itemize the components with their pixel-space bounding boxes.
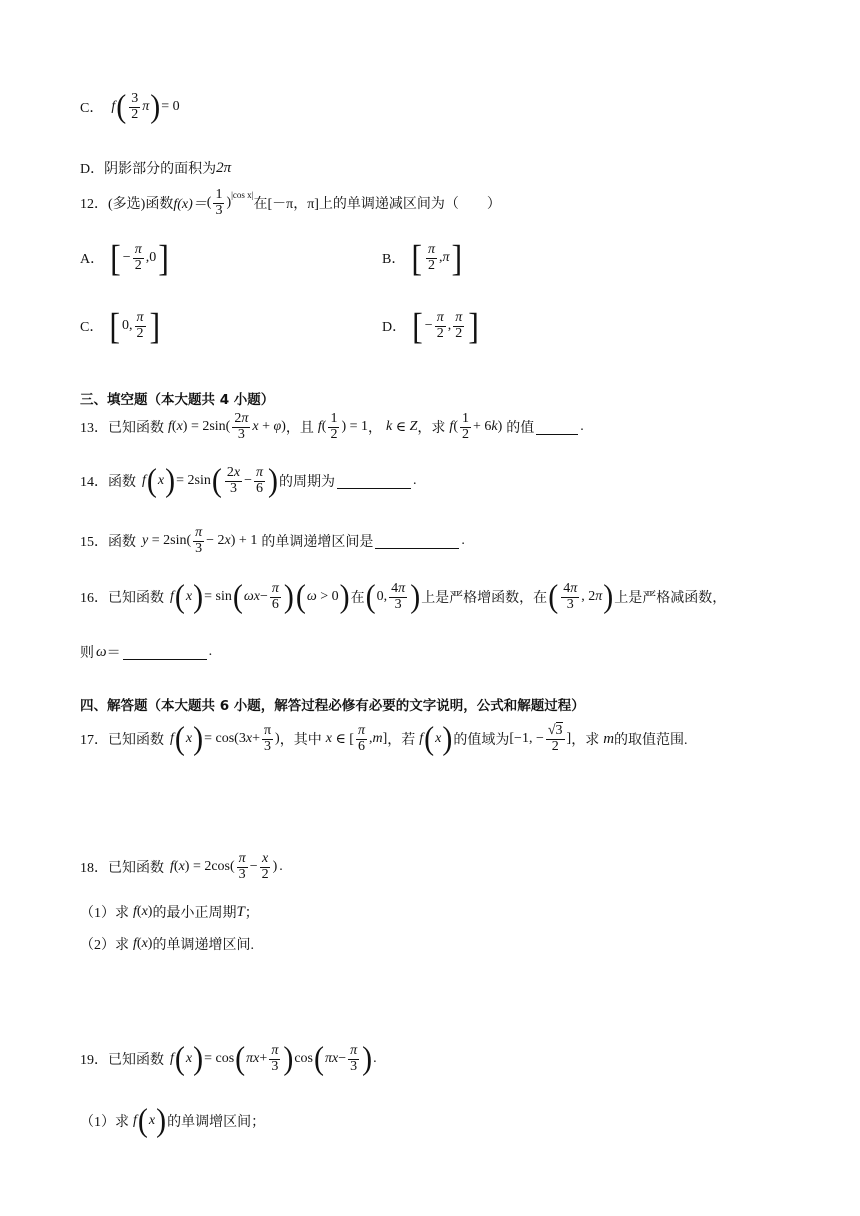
fraction: $\frac{2x}{3}$ — [226, 465, 241, 496]
fraction: $\frac{3}{2}$ — [131, 91, 139, 122]
fraction: $\frac{1}{2}$ — [461, 411, 469, 442]
fraction: $\frac{\pi}{6}$ — [255, 465, 263, 496]
fraction: $\frac{√3}{2}$ — [547, 723, 563, 754]
question-18-part-2: （2）求 f ( x ) 的单调递增区间. — [80, 936, 254, 953]
fraction: $\frac{\pi}{2}$ — [136, 309, 144, 341]
fraction: $\frac{\pi}{3}$ — [195, 525, 203, 556]
question-19-part-1: （1）求 f ( x ) 的单调增区间； — [80, 1102, 266, 1139]
section-4-heading: 四、解答题（本大题共 6 小题，解答过程必修有必要的文字说明，公式和解题过程） — [80, 698, 585, 714]
q11-option-c: C． f ( $\frac{3}{2}$ π ) = 0 — [80, 88, 180, 125]
q12-option-c: C． [ 0 , $\frac{\pi}{2}$ ] — [80, 305, 161, 347]
answer-blank[interactable] — [536, 420, 578, 435]
fraction: $\frac{\pi}{2}$ — [134, 241, 142, 273]
question-13: 13． 已知函数 f ( x ) = 2sin( $\frac{2\pi}{3}$ x + φ ) ，且 f ( $\frac{1}{2}$ ) = 1 ， k ∈ Z ，求 f ( $\frac{1}{2}$ + 6 k ) 的值 . — [80, 411, 584, 442]
fraction: $\frac{1}{3}$ — [215, 187, 223, 218]
question-15: 15． 函数 y = 2sin( $\frac{\pi}{3}$ − 2 x ) + 1 的单调递增区间是 . — [80, 525, 465, 556]
fraction: $\frac{\pi}{2}$ — [428, 241, 436, 273]
section-3-heading: 三、填空题（本大题共 4 小题） — [80, 392, 275, 408]
q12-option-b: B． [ $\frac{\pi}{2}$ , π ] — [382, 237, 463, 279]
fraction: $\frac{4\pi}{3}$ — [563, 581, 578, 612]
q11-option-d: D． 阴影部分的面积为 2π — [80, 159, 232, 177]
fraction: $\frac{\pi}{3}$ — [350, 1043, 358, 1074]
q12-option-d: D． [ − $\frac{\pi}{2}$ , $\frac{\pi}{2}$ ] — [382, 305, 479, 347]
fraction: $\frac{\pi}{3}$ — [238, 851, 246, 882]
q12-option-a: A． [ − $\frac{\pi}{2}$ , 0 ] — [80, 237, 169, 279]
answer-blank[interactable] — [123, 645, 207, 660]
fraction: $\frac{\pi}{6}$ — [271, 581, 279, 612]
question-14: 14． 函数 f ( x ) = 2sin ( $\frac{2x}{3}$ − $\frac{\pi}{6}$ ) 的周期为 . — [80, 462, 417, 499]
answer-blank[interactable] — [375, 534, 459, 549]
question-19: 19． 已知函数 f ( x ) = cos ( πx + $\frac{\pi}{3}$ ) cos ( πx − $\frac{\pi}{3}$ ) . — [80, 1040, 377, 1077]
fraction: $\frac{2\pi}{3}$ — [234, 411, 249, 442]
fraction: $\frac{\pi}{2}$ — [455, 309, 463, 341]
question-16-line-2: 则 ω ＝ . — [80, 643, 213, 661]
fraction: $\frac{\pi}{3}$ — [263, 723, 272, 754]
question-18: 18． 已知函数 f ( x ) = 2cos( $\frac{\pi}{3}$ − $\frac{x}{2}$ ) . — [80, 851, 283, 882]
question-18-part-1: （1）求 f ( x ) 的最小正周期 T ； — [80, 903, 259, 921]
fraction: $\frac{4\pi}{3}$ — [391, 581, 406, 612]
fraction: $\frac{\pi}{2}$ — [436, 309, 444, 341]
fraction: $\frac{\pi}{6}$ — [357, 723, 365, 754]
fraction: $\frac{1}{2}$ — [330, 411, 338, 442]
question-17: 17． 已知函数 f ( x ) = cos(3 x + $\frac{\pi}{3}$ ) ，其中 x ∈ [ $\frac{\pi}{6}$ , m ] ，若 f ( x ) 的值域为 [−1, − $\frac{√3}{2}$ ] ，求 m 的取值范围. — [80, 720, 688, 757]
answer-blank[interactable] — [337, 474, 411, 489]
question-12-stem: 12． (多选)函数 f(x)＝ ( $\frac{1}{3}$ ) |cos x| 在[－π，π]上的单调递减区间为（ ） — [80, 187, 501, 218]
question-16: 16． 已知函数 f ( x ) = sin ( ωx − $\frac{\pi}{6}$ ) ( ω > 0 ) 在 ( 0, $\frac{4\pi}{3}$ ) 上是严格增函数，在 ( $\frac{4\pi}{3}$ , 2 π ) 上是严格减函数， — [80, 578, 727, 615]
fraction: $\frac{\pi}{3}$ — [271, 1043, 279, 1074]
fraction: $\frac{x}{2}$ — [261, 851, 269, 882]
